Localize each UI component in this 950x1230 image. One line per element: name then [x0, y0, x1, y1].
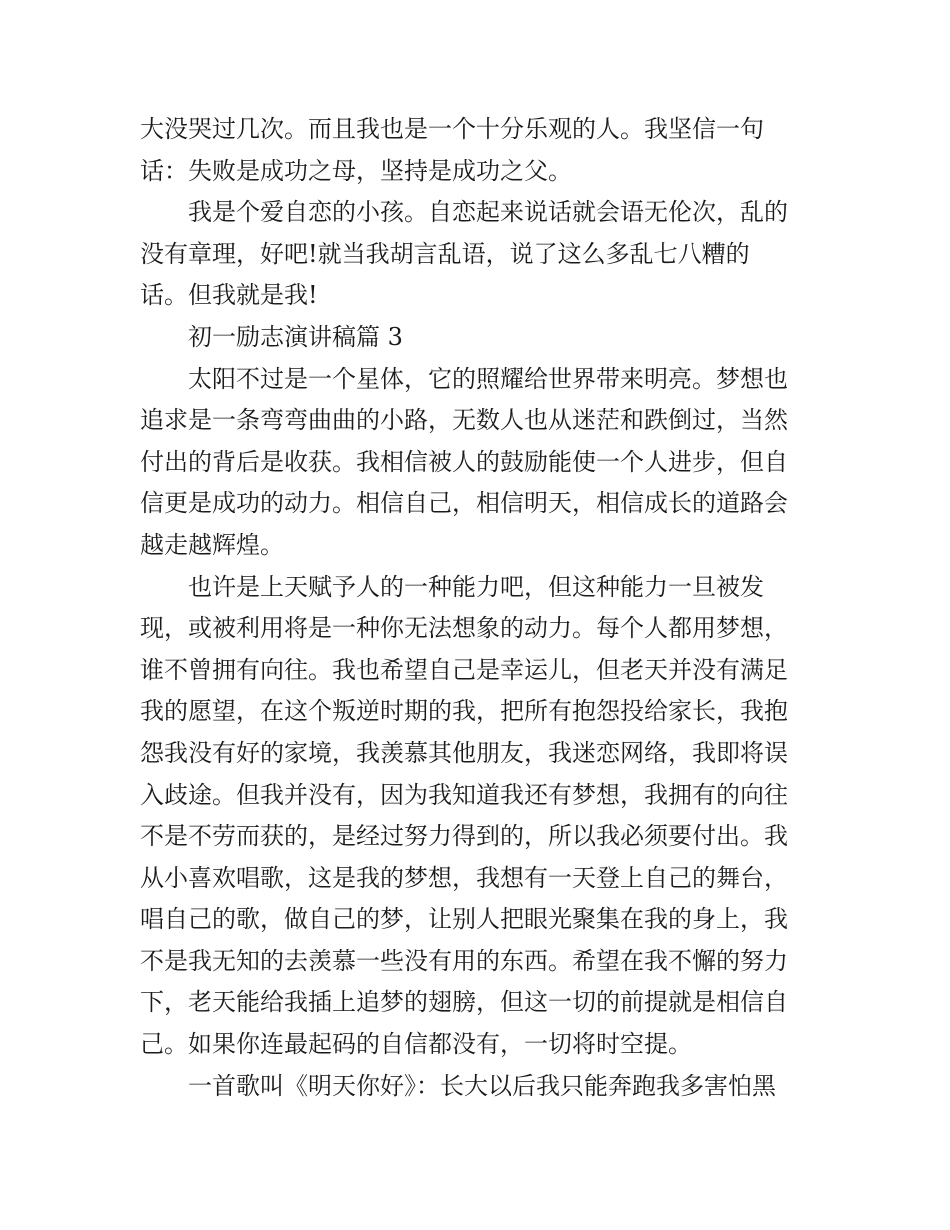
text-line: 付出的背后是收获。我相信被人的鼓励能使一个人进步，但自 — [140, 447, 788, 476]
text-line: 下，老天能给我插上追梦的翅膀，但这一切的前提就是相信自 — [140, 988, 788, 1017]
text-line: 入歧途。但我并没有，因为我知道我还有梦想，我拥有的向往 — [140, 780, 788, 809]
text-line: 没有章理，好吧!就当我胡言乱语，说了这么多乱七八糟的 — [140, 239, 750, 268]
text-line: 不是我无知的去羡慕一些没有用的东西。希望在我不懈的努力 — [140, 946, 788, 975]
text-line: 怨我没有好的家境，我羡慕其他朋友，我迷恋网络，我即将误 — [140, 738, 788, 767]
text-line: 也许是上天赋予人的一种能力吧，但这种能力一旦被发 — [188, 572, 764, 601]
text-line: 唱自己的歌，做自己的梦，让别人把眼光聚集在我的身上，我 — [140, 905, 788, 934]
text-line: 初一励志演讲稿篇 3 — [188, 322, 403, 351]
text-line: 太阳不过是一个星体，它的照耀给世界带来明亮。梦想也 — [188, 364, 788, 393]
text-line: 从小喜欢唱歌，这是我的梦想，我想有一天登上自己的舞台， — [140, 863, 788, 892]
text-line: 己。如果你连最起码的自信都没有，一切将时空提。 — [140, 1030, 692, 1059]
text-line: 一首歌叫《明天你好》：长大以后我只能奔跑我多害怕黑 — [188, 1071, 776, 1100]
text-line: 越走越辉煌。 — [140, 530, 284, 559]
text-line: 现，或被利用将是一种你无法想象的动力。每个人都用梦想， — [140, 614, 788, 643]
document-body — [140, 109, 815, 1107]
text-line: 不是不劳而获的，是经过努力得到的，所以我必须要付出。我 — [140, 822, 788, 851]
text-line: 谁不曾拥有向往。我也希望自己是幸运儿，但老天并没有满足 — [140, 655, 788, 684]
text-line: 话。但我就是我! — [140, 281, 318, 310]
text-line: 追求是一条弯弯曲曲的小路，无数人也从迷茫和跌倒过，当然 — [140, 406, 788, 435]
text-line: 我的愿望，在这个叛逆时期的我，把所有抱怨投给家长，我抱 — [140, 697, 788, 726]
text-line: 信更是成功的动力。相信自己，相信明天，相信成长的道路会 — [140, 489, 788, 518]
text-line: 我是个爱自恋的小孩。自恋起来说话就会语无伦次，乱的 — [188, 198, 788, 227]
text-line: 大没哭过几次。而且我也是一个十分乐观的人。我坚信一句 — [140, 115, 764, 143]
text-line: 话：失败是成功之母，坚持是成功之父。 — [140, 156, 572, 185]
